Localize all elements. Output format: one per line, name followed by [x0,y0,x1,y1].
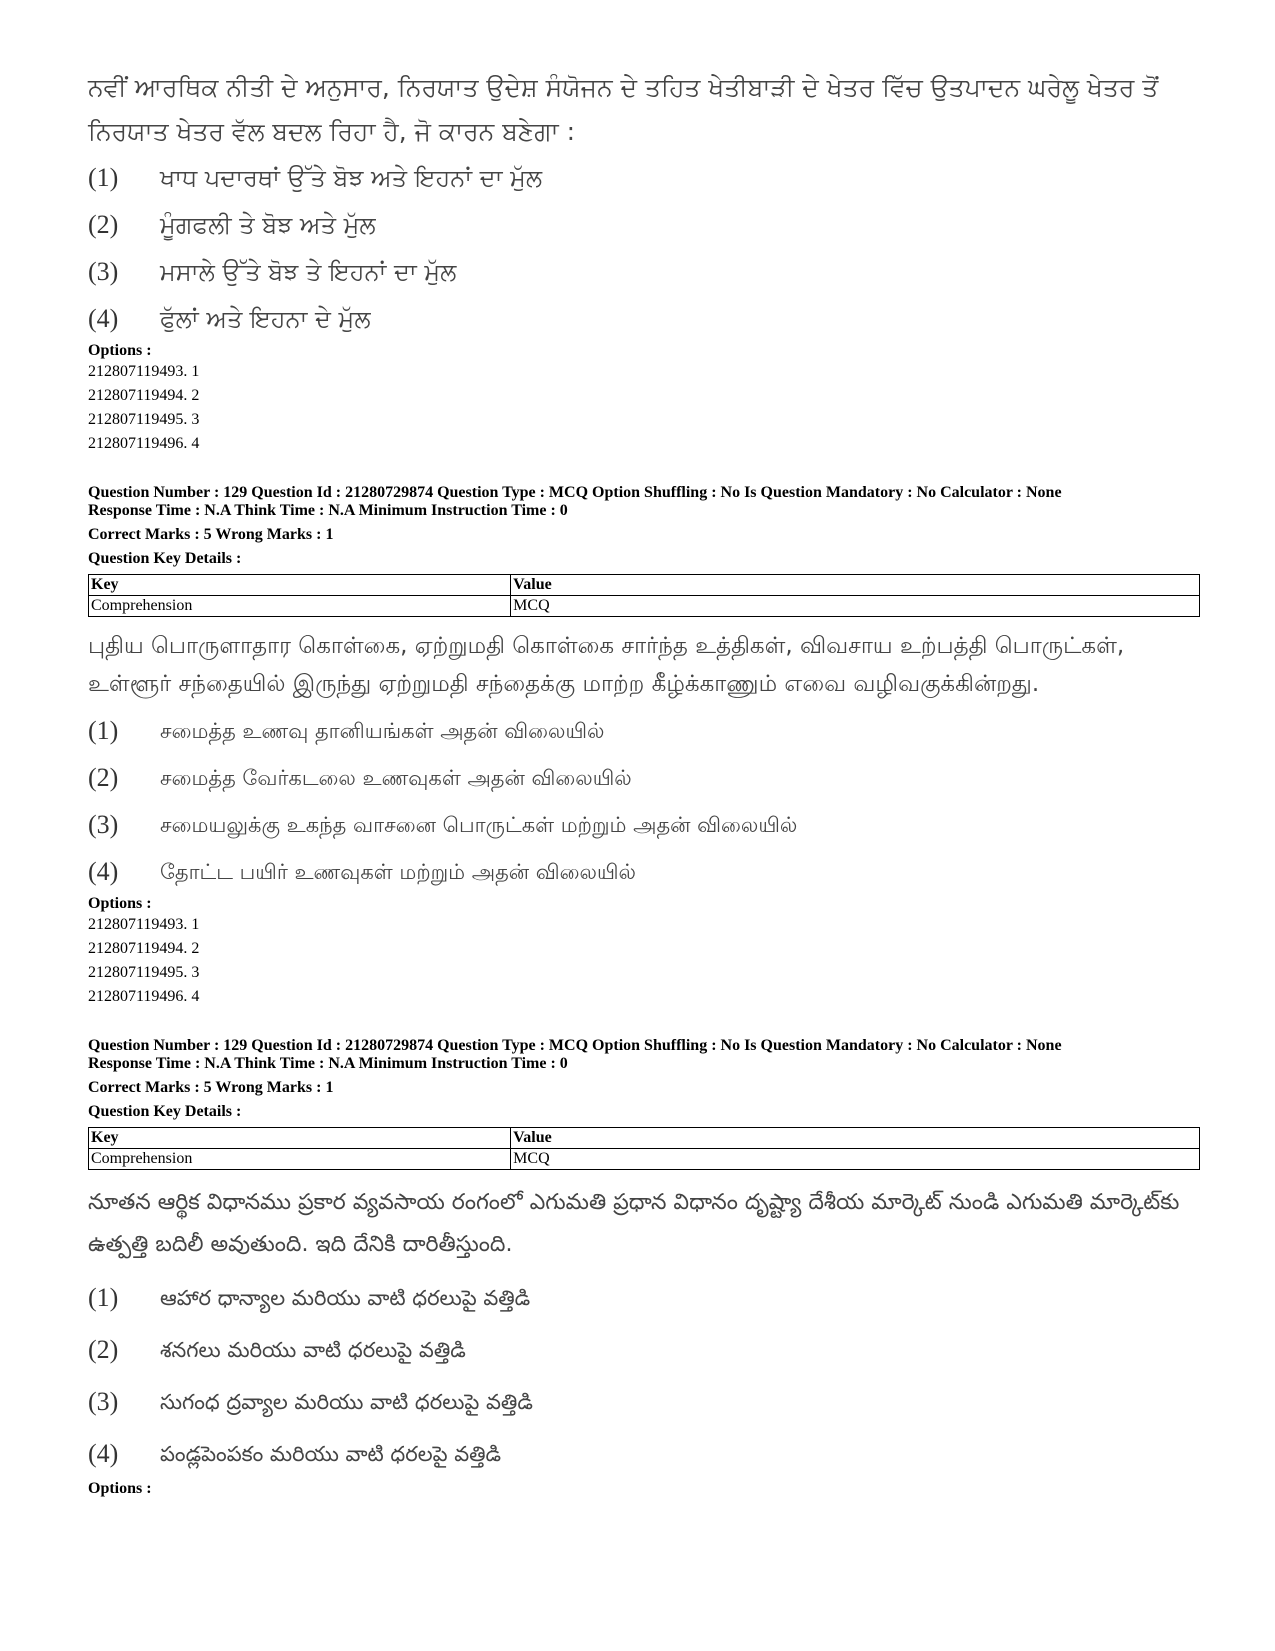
choice-row [88,848,1200,895]
key-value-table [88,574,1200,617]
choice-number: (1) [88,715,119,745]
table-cell-key: Comprehension [89,1149,511,1170]
options-label: Options : [88,342,152,359]
choice-number: (3) [88,1387,119,1416]
choice-row [88,1428,1200,1480]
choice-text: శనగలు మరియు వాటి ధరలుపై వత్తిడి [160,1338,466,1362]
table-cell-value: MCQ [511,1149,1200,1170]
table-header-key: Key [89,575,511,596]
choice-number: (2) [88,209,119,239]
choice-number: (1) [88,1283,119,1312]
option-id: 212807119494. 2 [88,387,200,404]
table-header-value: Value [511,1128,1200,1149]
choice-number: (4) [88,856,119,886]
choice-number: (3) [88,256,119,286]
key-value-table [88,1127,1200,1170]
question-stem: నూతన ఆర్థిక విధానము ప్రకార వ్యవసాయ రంగంలో ఎగుమతి ప్రధాన విధానం దృష్ట్యా దేశీయ మార్కెట్ నుండి ఎగుమతి మార్కెట్‌కు ఉత్పత్తి బదిలీ అవుతుంది. ఇది దేనికి దారితీస్తుంది. [88,1190,1180,1257]
choice-text: పండ్లపెంపకం మరియు వాటి ధరలపై వత్తిడి [160,1442,502,1466]
table-cell-key: Comprehension [89,596,511,617]
question-tamil [88,627,1200,895]
question-stem: புதிய பொருளாதார கொள்கை, ஏற்றுமதி கொள்கை சார்ந்த உத்திகள், விவசாய உற்பத்தி பொருட்கள், உள்ளூர் சந்தையில் இருந்து ஏற்றுமதி சந்தைக்கு மாற்ற கீழ்க்காணும் எவை வழிவகுக்கின்றது. [88,633,1125,697]
table-header-value: Value [511,575,1200,596]
choice-text: సుగంధ ద్రవ్యాల మరియు వాటి ధరలుపై వత్తిడి [160,1390,533,1414]
choice-row [88,154,1200,201]
choice-number: (4) [88,303,119,333]
question-telugu [88,1182,1200,1480]
option-id: 212807119496. 4 [88,435,200,452]
question-meta [88,1037,1200,1170]
meta-line-2: Response Time : N.A Think Time : N.A Minimum Instruction Time : 0 [88,1055,568,1072]
choice-text: சமைத்த வேர்கடலை உணவுகள் அதன் விலையில் [160,765,632,790]
choice-number: (2) [88,762,119,792]
choice-row [88,1272,1200,1324]
option-id: 212807119494. 2 [88,940,200,957]
table-cell-value: MCQ [511,596,1200,617]
meta-line-2: Response Time : N.A Think Time : N.A Minimum Instruction Time : 0 [88,502,568,519]
options-list [88,1480,1200,1498]
choice-text: சமைத்த உணவு தானியங்கள் அதன் விலையில் [160,718,605,743]
option-id: 212807119495. 3 [88,964,200,981]
choice-text: தோட்ட பயிர் உணவுகள் மற்றும் அதன் விலையில் [160,859,636,884]
options-list [88,895,1200,1009]
meta-line-1: Question Number : 129 Question Id : 21280729874 Question Type : MCQ Option Shuffling : No Is Question Mandatory : No Calculator : None [88,484,1062,501]
table-header-key: Key [89,1128,511,1149]
key-details-label: Question Key Details : [88,550,242,567]
choice-row [88,1324,1200,1376]
marks-line: Correct Marks : 5 Wrong Marks : 1 [88,526,334,543]
options-label: Options : [88,1480,152,1497]
page [88,66,1200,1498]
option-id: 212807119495. 3 [88,411,200,428]
choice-row [88,201,1200,248]
marks-line: Correct Marks : 5 Wrong Marks : 1 [88,1079,334,1096]
option-id: 212807119496. 4 [88,988,200,1005]
choice-text: ਖਾਧ ਪਦਾਰਥਾਂ ਉੱਤੇ ਬੋਝ ਅਤੇ ਇਹਨਾਂ ਦਾ ਮੁੱਲ [160,163,543,192]
options-label: Options : [88,895,152,912]
choice-row [88,295,1200,342]
options-list [88,342,1200,456]
question-punjabi [88,66,1200,342]
choice-number: (4) [88,1439,119,1468]
choice-row [88,707,1200,754]
option-id: 212807119493. 1 [88,916,200,933]
choice-row [88,801,1200,848]
key-details-label: Question Key Details : [88,1103,242,1120]
choice-number: (2) [88,1335,119,1364]
choice-text: ਫੁੱਲਾਂ ਅਤੇ ਇਹਨਾ ਦੇ ਮੁੱਲ [160,304,371,333]
choice-number: (1) [88,162,119,192]
question-meta [88,484,1200,617]
meta-line-1: Question Number : 129 Question Id : 21280729874 Question Type : MCQ Option Shuffling : No Is Question Mandatory : No Calculator : None [88,1037,1062,1054]
choice-text: சமையலுக்கு உகந்த வாசனை பொருட்கள் மற்றும் அதன் விலையில் [160,812,798,837]
choice-row [88,248,1200,295]
choice-text: ਮੂੰਗਫਲੀ ਤੇ ਬੋਝ ਅਤੇ ਮੁੱਲ [160,210,376,239]
choice-row [88,754,1200,801]
choice-row [88,1376,1200,1428]
choice-text: ਮਸਾਲੇ ਉੱਤੇ ਬੋਝ ਤੇ ਇਹਨਾਂ ਦਾ ਮੁੱਲ [160,257,457,286]
question-stem: ਨਵੀਂ ਆਰਥਿਕ ਨੀਤੀ ਦੇ ਅਨੁਸਾਰ, ਨਿਰਯਾਤ ਉਦੇਸ਼ ਸੰਯੋਜਨ ਦੇ ਤਹਿਤ ਖੇਤੀਬਾੜੀ ਦੇ ਖੇਤਰ ਵਿੱਚ ਉਤਪਾਦਨ ਘਰੇਲੂ ਖੇਤਰ ਤੋਂ ਨਿਰਯਾਤ ਖੇਤਰ ਵੱਲ ਬਦਲ ਰਿਹਾ ਹੈ, ਜੋ ਕਾਰਨ ਬਣੇਗਾ : [88,73,1159,146]
choice-text: ఆహార ధాన్యాల మరియు వాటి ధరలుపై వత్తిడి [160,1286,531,1310]
option-id: 212807119493. 1 [88,363,200,380]
choice-number: (3) [88,809,119,839]
